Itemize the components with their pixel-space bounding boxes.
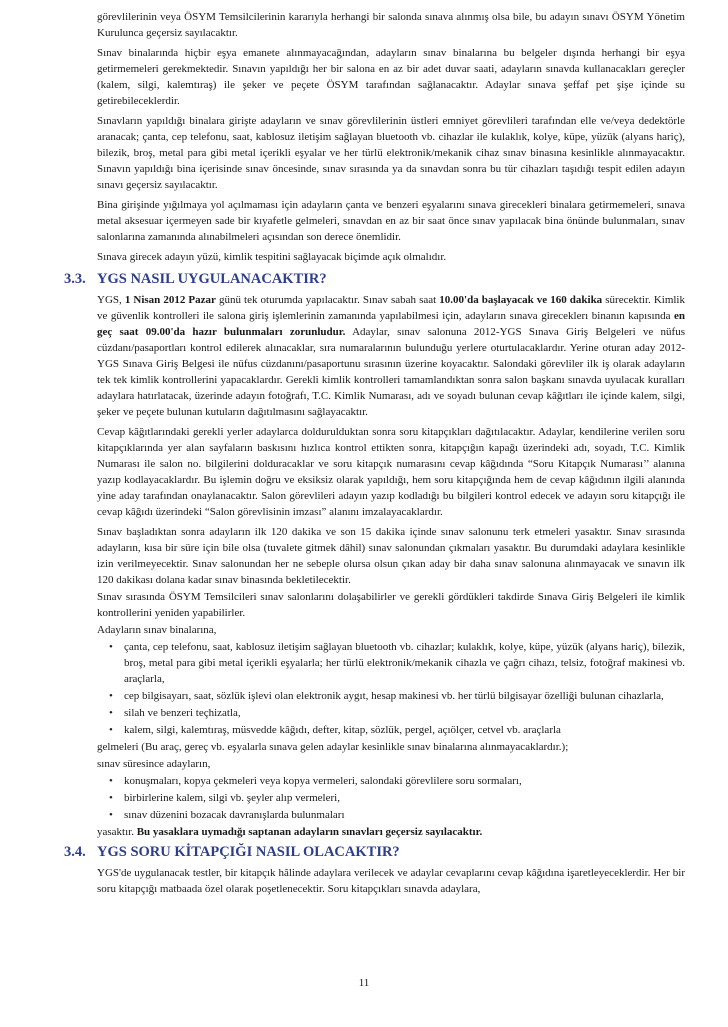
list-item [97,688,685,704]
exam-time: 10.00'da başlayacak ve 160 dakika [439,294,603,306]
text-run: YGS, [97,294,125,306]
section-heading-3-3 [64,269,685,289]
arrival-deadline: en geç saat 09.00'da hazır bulunmaları zorunludur. [97,310,685,338]
list-conclusion [97,824,685,840]
paragraph-face-visible: Sınava girecek adayın yüzü, kimlik tespitini sağlayacak biçimde açık olmalıdır. [97,251,447,263]
list-intro-buildings: Adayların sınav binalarına, [97,624,217,636]
paragraph-osym-checks: Sınav sırasında ÖSYM Temsilcileri sınav salonlarını dolaşabilirler ve gerekli gördükleri takdirde Sınava Giriş Belgeleri ile kimlik kontrollerini yeniden yapabilirler. [97,591,685,619]
paragraph-no-belongings: Sınav binalarında hiçbir eşya emanete alınmayacağından, adayların sınav binalarına bu belgeler dışında herhangi bir eşya getirmemeleri gerekmektedir. Sınavın yapıldığı her bir salona en az bir adet duvar saati, adayların sınavda kullanacakları gereçler (kalem, silgi, kalemtıraş) ile şeker ve peçete ÖSYM tarafından sağlanacaktır. Adaylar sınava şeffaf pet şişe içinde su getirebileceklerdir. [97,47,685,107]
list-item [97,705,685,721]
bullet-icon: • [109,724,113,736]
paragraph-answer-sheet: Cevap kâğıtlarındaki gerekli yerler adaylarca doldurulduktan sonra soru kitapçıkları dağıtılacaktır. Adaylar, kendilerine verilen soru kitapçıklarında yer alan sayfaların baskısını hızlıca kontrol ettikten sonra, kitapçığın kapağı üzerindeki adı, soyadı, T.C. Kimlik Numarası ile salon no. bilgilerini dolduracaklar ve soru kitapçık numarasını cevap kâğıdında “Soru Kitapçık Numarası’’ alanına yazıp kodlayacaklardır. Bu işlemin doğru ve eksiksiz olarak yapıldığı, hem soru kitapçığında hem de cevap kâğıdının ilgili alanında yine aday tarafından onaylanacaktır. Salon görevlileri adayın yazıp kodladığı bu bilgileri kontrol edecek ve adayın soru kitapçığı ile cevap kâğıdı üzerindeki “Salon görevlisinin imzası” alanını imzalayacaklardır. [97,426,685,518]
bullet-icon: • [109,641,113,653]
list-intro-during-exam: sınav süresince adayların, [97,758,211,770]
list-item-text: konuşmaları, kopya çekmeleri veya kopya vermeleri, salondaki görevlilere soru sormaları, [124,775,522,787]
warning-text: Bu yasaklara uymadığı saptanan adayların sınavları geçersiz sayılacaktır. [136,826,483,838]
page-content [64,9,686,901]
section-title: YGS NASIL UYGULANACAKTIR? [97,271,327,287]
bullet-icon: • [109,792,113,804]
paragraph-security-check: Sınavların yapıldığı binalara girişte adayların ve sınav görevlilerinin üstleri emniyet görevlileri tarafından elle ve/veya dedektörle aranacak; çanta, cep telefonu, saat, kablosuz iletişim sağlayan bluetooth vb. cihazlar ile kulaklık, kolye, küpe, yüzük (alyans hariç), bilezik, broş, metal para gibi metal içerikli eşyalar ve her türlü elektronik/mekanik cihaz sınav binasına kesinlikle alınmayacaktır. Sınavın yapıldığı bina içerisinde sınav öncesinde, sınav sırasında ya da sınavdan sonra bu tür cihazları taşıdığı tespit edilen adayın sınavı geçersiz sayılacaktır. [97,115,685,191]
list-item-text: çanta, cep telefonu, saat, kablosuz iletişim sağlayan bluetooth vb. cihazlar; kulaklık, kolye, küpe, yüzük (alyans hariç), bilezik, broş, metal para gibi metal içerikli eşyalarla; her türlü elektronik/mekanik cihazla ve çağrı cihazı, telsiz, fotoğraf makinesi vb. araçlarla, [124,641,685,685]
page-number: 11 [358,977,370,989]
list-item [97,790,685,806]
list-item [97,722,685,738]
section-number: 3.3. [64,271,86,287]
bullet-icon: • [109,707,113,719]
prohibited-behaviors-list [97,773,685,823]
section-number: 3.4. [64,844,86,860]
section-title: YGS SORU KİTAPÇIĞI NASIL OLACAKTIR? [97,844,400,860]
paragraph-invalid-exam: görevlilerinin veya ÖSYM Temsilcilerinin kararıyla herhangi bir salonda sınava alınmış olsa bile, bu adayın sınavı ÖSYM Yönetim Kurulunca geçersiz sayılacaktır. [97,11,685,39]
list-item-text: kalem, silgi, kalemtıraş, müsvedde kâğıdı, defter, kitap, sözlük, pergel, açıölçer, cetvel vb. araçlarla [124,724,561,736]
paragraph-building-entry: Bina girişinde yığılmaya yol açılmaması için adayların çanta ve benzeri eşyalarını sınava girecekleri binalara getirmemeleri, sınava metal aksesuar içermeyen sade bir kıyafetle gelmeleri, sınavdan en az bir saat önce sınav yapılacak bina önünde bulunmaları, sınav salonlarına zamanında alınabilmeleri açısından son derece önemlidir. [97,199,685,243]
list-item-text: silah ve benzeri teçhizatla, [124,707,241,719]
text-run: Adaylar, sınav salonuna 2012-YGS Sınava Giriş Belgeleri ve nüfus cüzdanı/pasaportları kontrol edilerek alınacaklar, sıra numaralarının bulunduğu yerlere oturtulacaklardır. Yerine oturan aday 2012-YGS Sınava Giriş Belgesi ile nüfus cüzdanını/pasaportunu sırasının üzerine koyacaktır. Salondaki görevliler ilk iş olarak adayların tek tek kimlik kontrollerini yapacaklardır. Gerekli kimlik kontrolleri tamamlandıktan sonra salon başkanı sınavda uyulacak kuralları adaylara hatırlatacak, üzerinde adayın fotoğrafı, T.C. Kimlik Numarası, adı ve soyadı bulunan cevap kâğıtları ile içinde kalem, silgi, şeker ve peçete bulunan kutuların dağıtılmasını sağlayacaktır. [97,326,686,418]
bullet-icon: • [109,809,113,821]
list-item-text: sınav düzenini bozacak davranışlarda bulunmaları [124,809,345,821]
list-item [97,773,685,789]
list-item-text: birbirlerine kalem, silgi vb. şeyler alıp vermeleri, [124,792,340,804]
list-item [97,639,685,687]
text-run: günü tek oturumda yapılacaktır. Sınav sabah saat [215,294,440,306]
exam-date: 1 Nisan 2012 Pazar [124,294,216,306]
paragraph-leaving-room: Sınav başladıktan sonra adayların ilk 120 dakika ve son 15 dakika içinde sınav salonunu terk etmeleri yasaktır. Sınav sırasında adayların, kısa bir süre için bile olsa (tuvalete gitmek dâhil) sınav salonundan çıkmaları yasaktır. Bu durumdaki adaylara kesinlikle izin verilmeyecektir. Sınav salonundan her ne sebeple olursa olsun çıkan aday bir daha sınav salonuna alınmayacak ve sınavın ilk 120 dakikası dolana kadar sınav binasında bekletilecektir. [97,526,685,586]
paragraph-exam-schedule [97,292,685,420]
list-item [97,807,685,823]
list-item-text: cep bilgisayarı, saat, sözlük işlevi olan elektronik aygıt, hesap makinesi vb. her türlü bilgisayar özelliği bulunan cihazlarla, [124,690,664,702]
bullet-icon: • [109,775,113,787]
text-run: sürecektir. Kimlik ve güvenlik kontrolleri ile salona giriş işlemlerinin zamanında yapılabilmesi için, adayların sınava gireceklerı binanın kapısında [97,294,685,322]
section-heading-3-4 [64,842,685,862]
prohibited-items-list [97,639,685,738]
list-note: gelmeleri (Bu araç, gereç vb. eşyalarla sınava gelen adaylar kesinlikle sınav binalarına alınmayacaklardır.); [97,741,569,753]
bullet-icon: • [109,690,113,702]
text-run: yasaktır. [97,826,137,838]
paragraph-question-booklet: YGS'de uygulanacak testler, bir kitapçık hâlinde adaylara verilecek ve adaylar cevaplarını cevap kâğıdına işaretleyeceklerdir. Her bir soru kitapçığı matbaada özel olarak poşetlenecektir. Soru kitapçıkları sınavda adaylara, [97,867,685,895]
